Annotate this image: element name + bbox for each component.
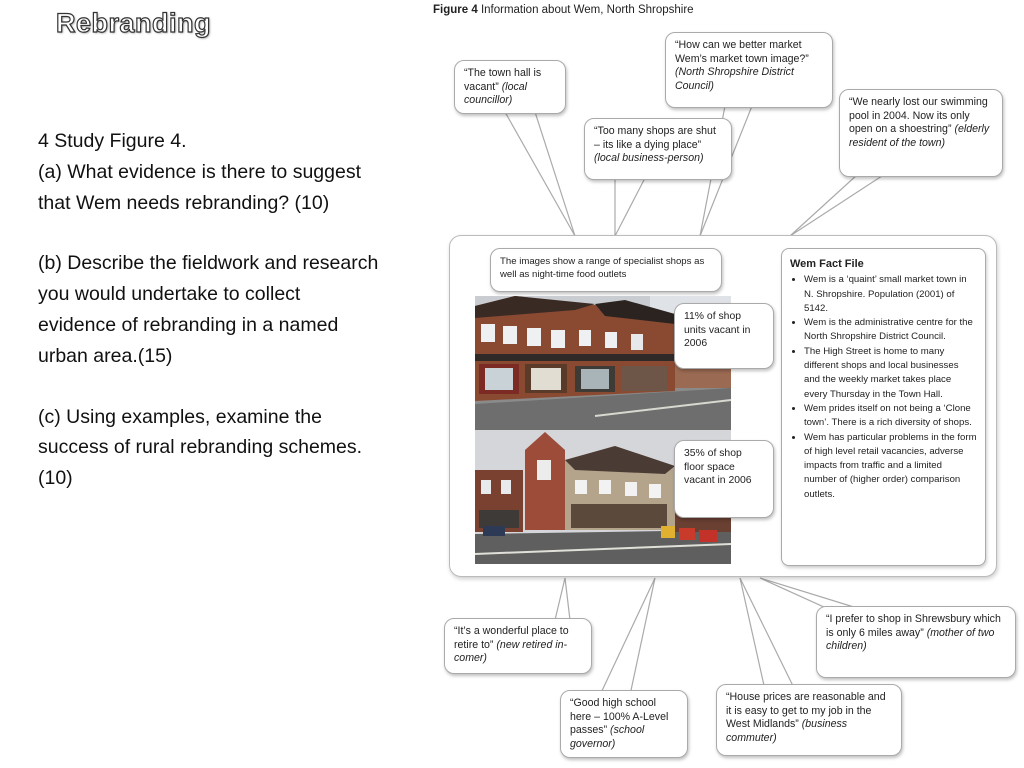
slide-title: Rebranding (56, 8, 212, 38)
quote-text: “I prefer to shop in Shrewsbury which is only 6 miles away” (826, 613, 1001, 639)
quote-source: (business commuter) (726, 718, 848, 744)
fact-file-item: • Wem is the administrative centre for the North Shropshire District Council. (804, 316, 977, 345)
question-b: (b) Describe the fieldwork and research you would undertake to collect evidence of rebranding in a named urban area.(15) (38, 252, 379, 367)
quote-text: “How can we better market Wem’s market town image?” (675, 39, 809, 65)
figure-caption: Information about Wem, North Shropshire (480, 4, 694, 16)
figure-label: Figure 4 (433, 4, 478, 16)
quote-text: “House prices are reasonable and it is easy to get to my job in the West Midlands” (726, 691, 886, 731)
quote-text: “Good high school here – 100% A-Level passes” (570, 697, 669, 737)
stat-vacant-units (674, 303, 774, 369)
quote-shops-shut (584, 118, 732, 180)
quote-source: (mother of two children) (826, 626, 995, 653)
quote-text: “Too many shops are shut – its like a dying place” (594, 125, 716, 151)
quote-source: (new retired in-comer) (454, 638, 568, 665)
question-c: (c) Using examples, examine the success of rural rebranding schemes. (38, 405, 363, 459)
images-caption-text: The images show a range of specialist shops as well as night-time food outlets (500, 256, 705, 280)
question-a: (a) What evidence is there to suggest that Wem needs rebranding? (10) (38, 160, 361, 214)
quote-source: (school governor) (570, 724, 645, 750)
fact-file-title: Wem Fact File (790, 258, 864, 270)
quote-source: (North Shropshire District Council) (675, 66, 794, 92)
quote-text: “We nearly lost our swimming pool in 2004. Now its only open on a shoestring” (849, 96, 988, 136)
quote-swimming-pool (839, 89, 1003, 177)
quote-source: (local business-person) (594, 152, 704, 165)
fact-file-item: • Wem has particular problems in the form of high level retail vacancies, adverse impacts from traffic and a limited number of (higher order) comparison outlets. (804, 431, 977, 502)
quote-text: “It’s a wonderful place to retire to” (454, 625, 569, 651)
fact-file-item: • Wem is a ‘quaint’ small market town in N. Shropshire. Population (2001) of 5142. (804, 273, 977, 316)
quote-text: “The town hall is vacant” (464, 67, 542, 93)
stat-floor-space (674, 440, 774, 518)
quote-town-hall (454, 60, 566, 114)
quote-house-prices (716, 684, 902, 756)
quote-source: (elderly resident of the town) (849, 123, 990, 149)
fact-file-item: • The High Street is home to many different shops and local businesses and the weekly market takes place every Thursday in the Town Hall. (804, 345, 977, 402)
quote-source: (local councillor) (464, 80, 528, 107)
question-c-marks: (10) (38, 467, 73, 490)
fact-file-item: • Wem prides itself on not being a ‘Clone town’. There is a rich diversity of shops. (804, 402, 977, 431)
quote-shrewsbury (816, 606, 1016, 678)
images-caption (490, 248, 722, 292)
stat-vacant-units-text: 11% of shop units vacant in 2006 (684, 311, 751, 350)
question-intro: 4 Study Figure 4. (38, 130, 187, 152)
quote-high-school (560, 690, 688, 758)
fact-file-list (790, 273, 977, 502)
stat-floor-space-text: 35% of shop floor space vacant in 2006 (684, 448, 752, 487)
quote-market-image (665, 32, 833, 108)
quote-retire (444, 618, 592, 674)
wem-fact-file (781, 248, 986, 566)
